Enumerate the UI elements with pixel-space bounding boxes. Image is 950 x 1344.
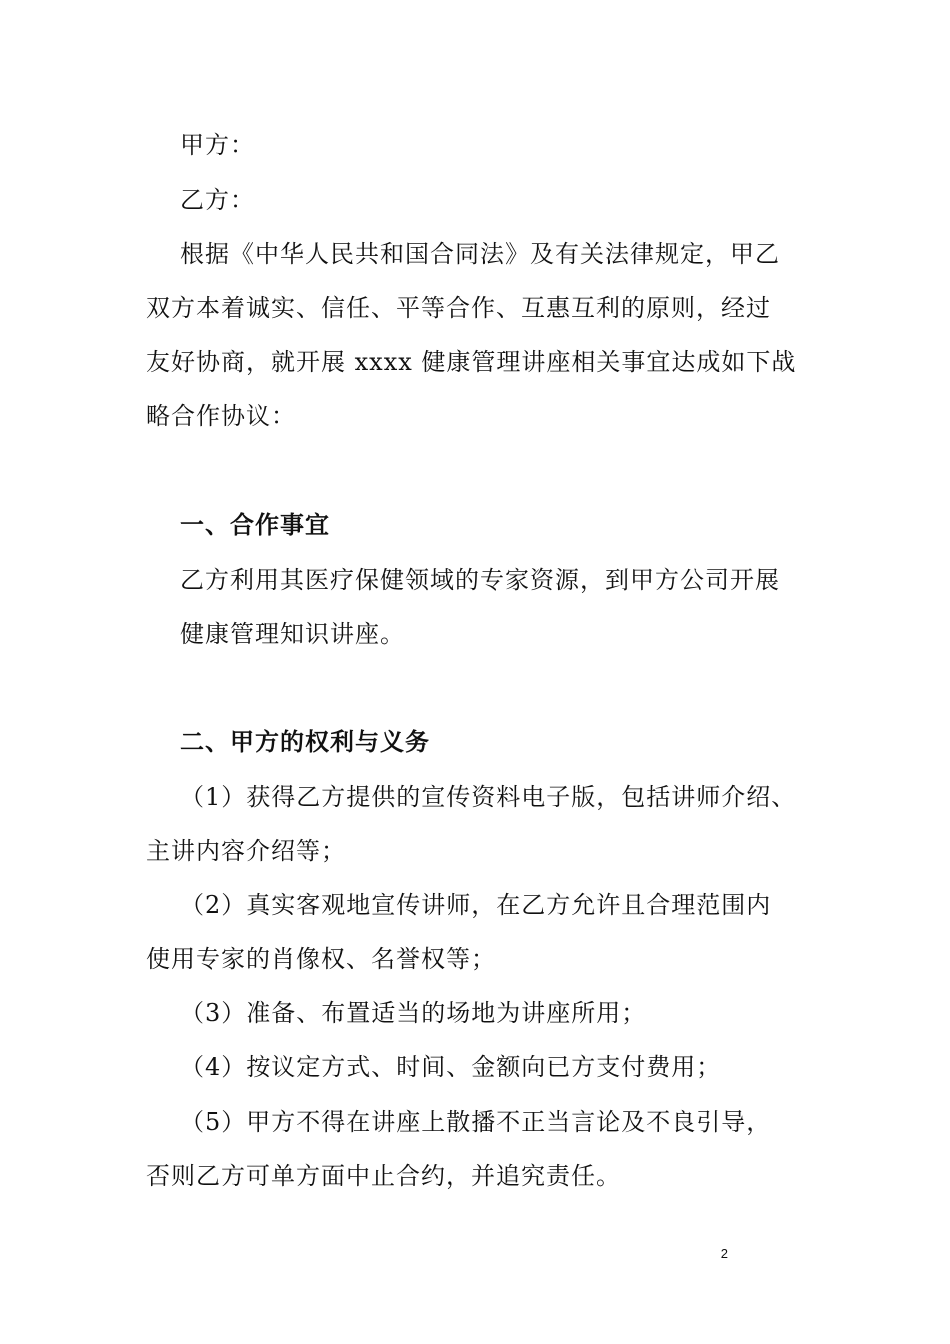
party-a-label: 甲方： (180, 131, 255, 159)
section-2-heading: 二、甲方的权利与义务 (180, 728, 430, 756)
section-1-line: 健康管理知识讲座。 (180, 620, 405, 648)
clause-2-line-1: （2）真实客观地宣传讲师，在乙方允许且合理范围内 (180, 891, 772, 919)
preamble-line: 根据《中华人民共和国合同法》及有关法律规定，甲乙 (180, 240, 780, 268)
preamble-line: 友好协商，就开展 xxxx 健康管理讲座相关事宜达成如下战 (146, 348, 797, 376)
clause-1-line-2: 主讲内容介绍等； (146, 837, 346, 865)
clause-5-line-2: 否则乙方可单方面中止合约，并追究责任。 (146, 1162, 621, 1190)
section-1-line: 乙方利用其医疗保健领域的专家资源，到甲方公司开展 (180, 566, 780, 594)
clause-4-line-1: （4）按议定方式、时间、金额向已方支付费用； (180, 1053, 722, 1081)
preamble-line: 略合作协议： (146, 402, 296, 430)
clause-3-line-1: （3）准备、布置适当的场地为讲座所用； (180, 999, 647, 1027)
preamble-line: 双方本着诚实、信任、平等合作、互惠互利的原则，经过 (146, 294, 771, 322)
clause-1-line-1: （1）获得乙方提供的宣传资料电子版，包括讲师介绍、 (180, 783, 797, 811)
clause-2-line-2: 使用专家的肖像权、名誉权等； (146, 945, 496, 973)
page-number: 2 (720, 1246, 728, 1261)
clause-5-line-1: （5）甲方不得在讲座上散播不正当言论及不良引导， (180, 1108, 772, 1136)
section-1-heading: 一、合作事宜 (180, 511, 330, 539)
party-b-label: 乙方： (180, 186, 255, 214)
